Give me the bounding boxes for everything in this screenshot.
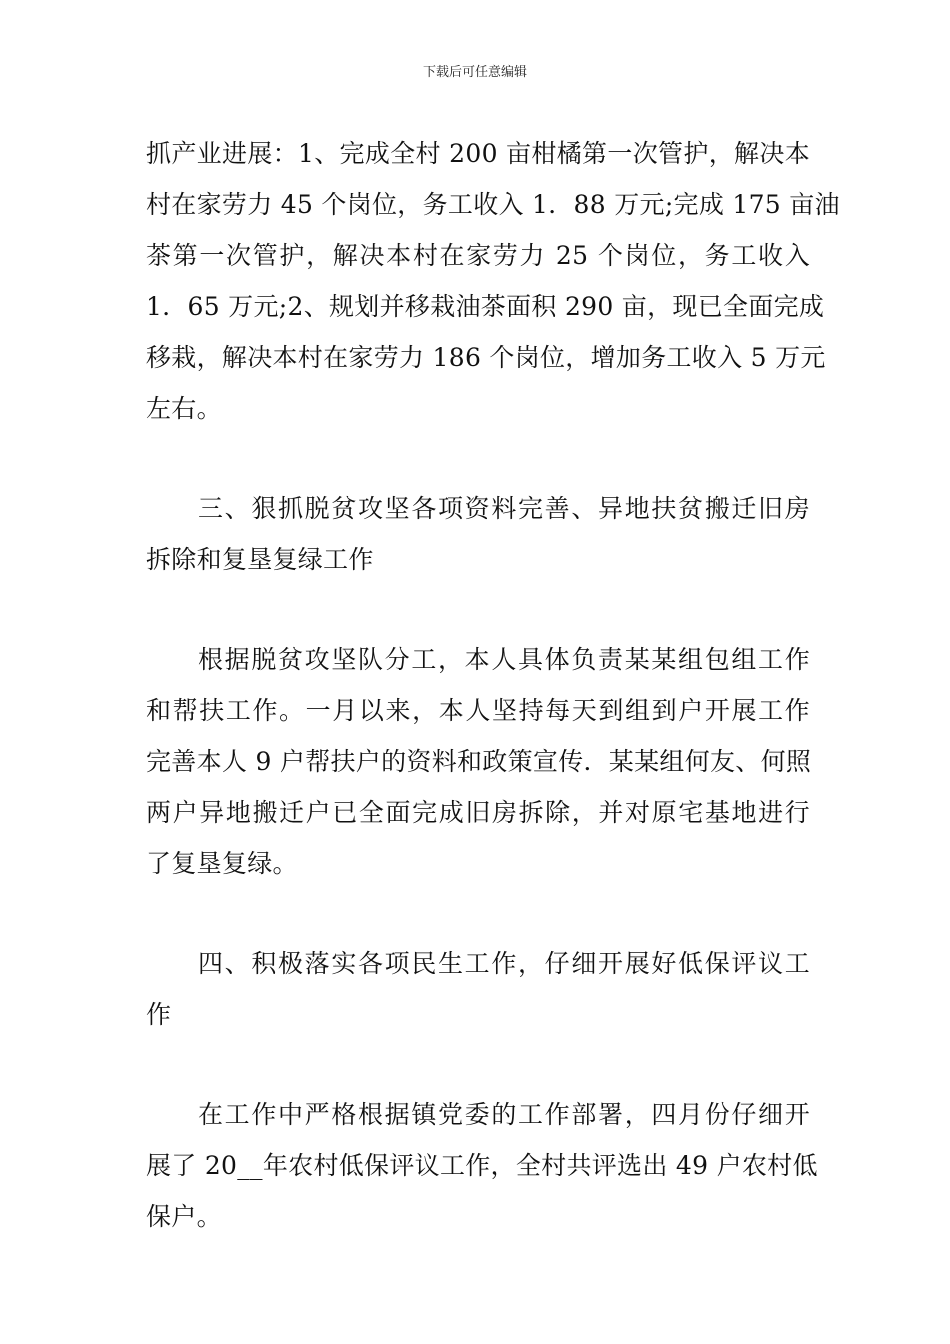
text-line: 1．65 万元;2、规划并移栽油茶面积 290 亩，现已全面完成 xyxy=(146,292,825,321)
paragraph-gap xyxy=(146,434,810,483)
text-line: 茶第一次管护，解决本村在家劳力 25 个岗位，务工收入 xyxy=(146,241,810,270)
section-heading-4 xyxy=(146,938,810,1040)
heading-line: 拆除和复垦复绿工作 xyxy=(146,545,374,574)
text-line: 移栽，解决本村在家劳力 186 个岗位，增加务工收入 5 万元 xyxy=(146,343,826,372)
paragraph-gap xyxy=(146,1040,810,1089)
section-heading-3 xyxy=(146,483,810,585)
text-line: 左右。 xyxy=(146,394,222,423)
heading-line: 三、狠抓脱贫攻坚各项资料完善、异地扶贫搬迁旧房 xyxy=(198,494,810,523)
text-line: 展了 20__年农村低保评议工作，全村共评选出 49 户农村低 xyxy=(146,1151,818,1180)
text-line: 抓产业进展：1、完成全村 200 亩柑橘第一次管护，解决本 xyxy=(146,139,810,168)
heading-line: 四、积极落实各项民生工作，仔细开展好低保评议工 xyxy=(198,949,810,978)
text-line: 根据脱贫攻坚队分工，本人具体负责某某组包组工作 xyxy=(198,645,810,674)
document-body xyxy=(146,128,840,1242)
text-line: 和帮扶工作。一月以来，本人坚持每天到组到户开展工作 xyxy=(146,696,810,725)
text-line: 保户。 xyxy=(146,1202,222,1231)
paragraph-low-income-review xyxy=(146,1089,818,1242)
paragraph-poverty-work xyxy=(146,634,810,889)
paragraph-industry-progress xyxy=(146,128,840,434)
paragraph-gap xyxy=(146,889,810,938)
text-line: 两户异地搬迁户已全面完成旧房拆除，并对原宅基地进行 xyxy=(146,798,810,827)
paragraph-gap xyxy=(146,585,810,634)
text-line: 了复垦复绿。 xyxy=(146,849,298,878)
page-header-note: 下载后可任意编辑 xyxy=(422,65,527,80)
heading-line: 作 xyxy=(146,1000,172,1029)
text-line: 在工作中严格根据镇党委的工作部署，四月份仔细开 xyxy=(198,1100,810,1129)
text-line: 村在家劳力 45 个岗位，务工收入 1．88 万元;完成 175 亩油 xyxy=(146,190,840,219)
text-line: 完善本人 9 户帮扶户的资料和政策宣传．某某组何友、何照 xyxy=(146,747,812,776)
